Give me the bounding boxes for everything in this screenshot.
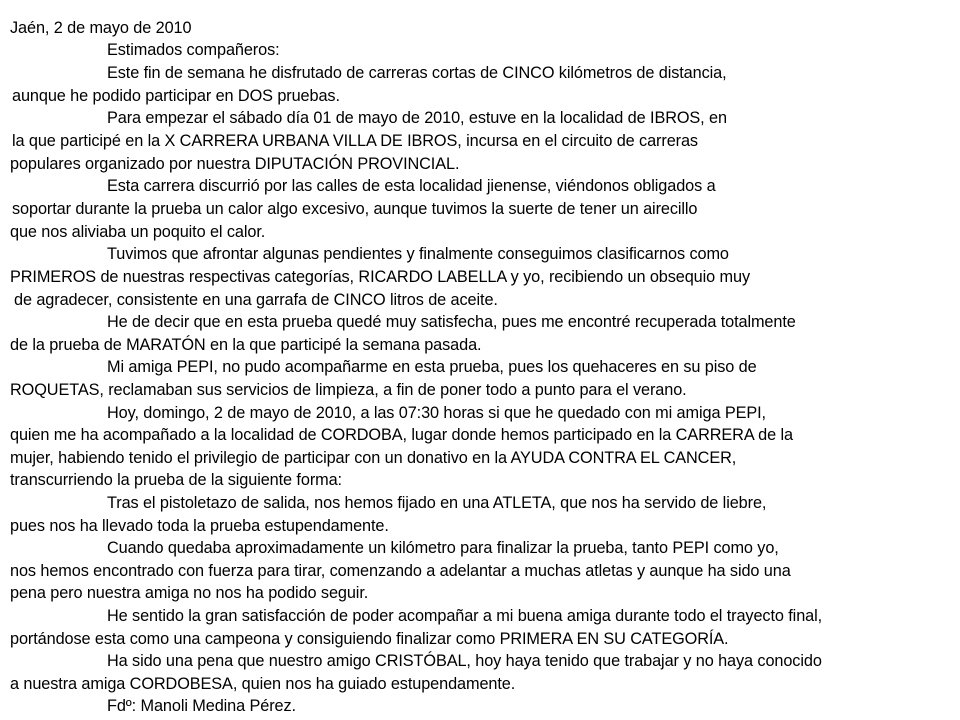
signature-line: Fdº: Manoli Medina Pérez. [107,697,296,715]
date-line: Jaén, 2 de mayo de 2010 [10,19,192,37]
body-line: que nos aliviaba un poquito el calor. [10,223,266,241]
body-line: nos hemos encontrado con fuerza para tirar, comenzando a adelantar a muchas atletas y aunque ha sido una [10,562,791,580]
body-line: de agradecer, consistente en una garrafa de CINCO litros de aceite. [14,291,498,309]
body-line: Ha sido una pena que nuestro amigo CRISTÓBAL, hoy haya tenido que trabajar y no haya conocido [107,652,822,670]
body-line: Mi amiga PEPI, no pudo acompañarme en esta prueba, pues los quehaceres en su piso de [107,358,757,376]
body-line: aunque he podido participar en DOS pruebas. [12,87,340,105]
body-line: Este fin de semana he disfrutado de carreras cortas de CINCO kilómetros de distancia, [107,64,727,82]
body-line: quien me ha acompañado a la localidad de CORDOBA, lugar donde hemos participado en la CARRERA de la [10,426,793,444]
body-line: Tuvimos que afrontar algunas pendientes y finalmente conseguimos clasificarnos como [107,245,729,263]
body-line: ROQUETAS, reclamaban sus servicios de limpieza, a fin de poner todo a punto para el verano. [10,381,687,399]
body-line: transcurriendo la prueba de la siguiente forma: [10,471,342,489]
body-line: a nuestra amiga CORDOBESA, quien nos ha guiado estupendamente. [10,675,516,693]
body-line: He sentido la gran satisfacción de poder acompañar a mi buena amiga durante todo el trayecto final, [107,607,823,625]
body-line: Para empezar el sábado día 01 de mayo de 2010, estuve en la localidad de IBROS, en [107,109,727,127]
body-line: de la prueba de MARATÓN en la que participé la semana pasada. [10,336,482,354]
body-line: Cuando quedaba aproximadamente un kilómetro para finalizar la prueba, tanto PEPI como yo, [107,539,779,557]
body-line: pues nos ha llevado toda la prueba estupendamente. [10,517,389,535]
body-line: Tras el pistoletazo de salida, nos hemos fijado en una ATLETA, que nos ha servido de liebre, [107,494,767,512]
body-line: soportar durante la prueba un calor algo excesivo, aunque tuvimos la suerte de tener un airecillo [12,200,698,218]
body-line: He de decir que en esta prueba quedé muy satisfecha, pues me encontré recuperada totalmente [107,313,796,331]
body-line: mujer, habiendo tenido el privilegio de participar con un donativo en la AYUDA CONTRA EL CANCER, [10,449,737,467]
body-line: portándose esta como una campeona y consiguiendo finalizar como PRIMERA EN SU CATEGORÍA. [10,630,729,648]
body-line: Esta carrera discurrió por las calles de esta localidad jienense, viéndonos obligados a [107,177,716,195]
body-line: PRIMEROS de nuestras respectivas categorías, RICARDO LABELLA y yo, recibiendo un obsequio muy [10,268,750,286]
body-line: la que participé en la X CARRERA URBANA VILLA DE IBROS, incursa en el circuito de carreras [12,132,698,150]
body-line: pena pero nuestra amiga no nos ha podido seguir. [10,584,369,602]
greeting-line: Estimados compañeros: [107,41,280,59]
body-line: Hoy, domingo, 2 de mayo de 2010, a las 07:30 horas si que he quedado con mi amiga PEPI, [107,404,766,422]
body-line: populares organizado por nuestra DIPUTACIÓN PROVINCIAL. [10,155,460,173]
